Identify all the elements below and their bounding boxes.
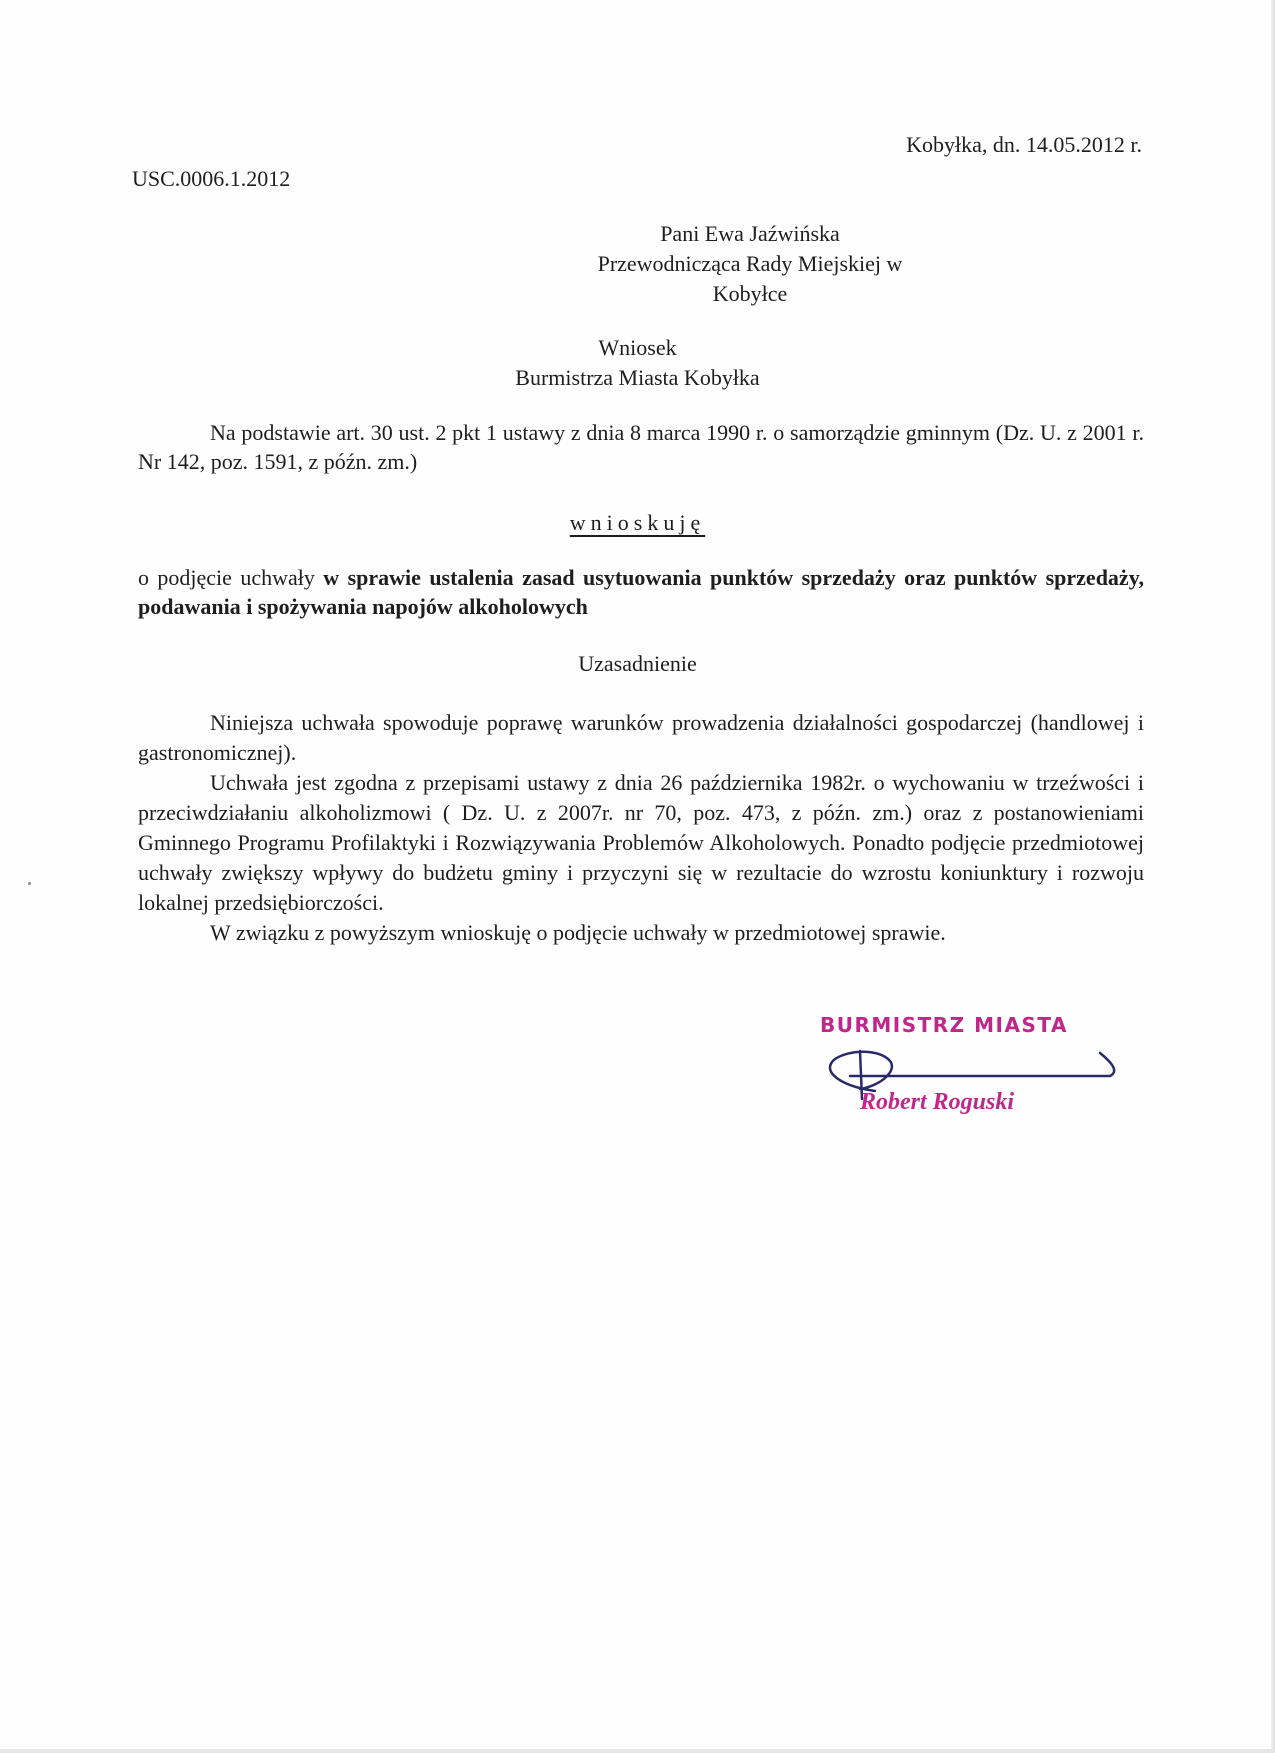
legal-basis-text: Na podstawie art. 30 ust. 2 pkt 1 ustawy z dnia 8 marca 1990 r. o samorządzie gminnym (Dz. U. z 2001 r. Nr 142, poz. 1591, z późn. zm.) [138, 420, 1144, 474]
addressee-name: Pani Ewa Jaźwińska [660, 221, 840, 246]
heading-line-2: Burmistrza Miasta Kobyłka [515, 365, 760, 390]
justification-body [138, 708, 1144, 948]
place-and-date: Kobyłka, dn. 14.05.2012 r. [906, 132, 1142, 157]
scan-edge-right [1271, 0, 1275, 1753]
request-subject: w sprawie ustalenia zasad usytuowania punktów sprzedaży oraz punktów sprzedaży, podawania i spożywania napojów alkoholowych [138, 565, 1144, 619]
justification-heading: Uzasadnienie [578, 651, 697, 676]
scan-edge-bottom [0, 1749, 1275, 1753]
justification-paragraph-2: Uchwała jest zgodna z przepisami ustawy z dnia 26 października 1982r. o wychowaniu w trzeźwości i przeciwdziałaniu alkoholizmowi ( Dz. U. z 2007r. nr 70, poz. 473, z późn. zm.) oraz z postanowieniami Gminnego Programu Profilaktyki i Rozwiązywania Problemów Alkoholowych. Ponadto podjęcie przedmiotowej uchwały zwiększy wpływy do budżetu gminy i przyczyni się w rezultacie do wzrostu koniunktury i rozwoju lokalnej przedsiębiorczości. [138, 770, 1144, 915]
addressee-title: Przewodnicząca Rady Miejskiej w Kobyłce [597, 251, 903, 306]
stamp-title: BURMISTRZ MIASTA [820, 1013, 1068, 1037]
heading-line-1: Wniosek [598, 335, 677, 360]
request-word: wnioskuję [569, 510, 706, 535]
reference-number: USC.0006.1.2012 [132, 166, 291, 191]
justification-paragraph-1: Niniejsza uchwała spowoduje poprawę warunków prowadzenia działalności gospodarczej (handlowej i gastronomicznej). [138, 710, 1144, 765]
mayor-stamp [820, 1013, 1120, 1123]
justification-paragraph-3: W związku z powyższym wnioskuję o podjęcie uchwały w przedmiotowej sprawie. [210, 920, 946, 945]
scan-speck [28, 882, 31, 885]
legal-basis-paragraph [138, 418, 1144, 476]
request-intro: o podjęcie uchwały [138, 565, 324, 590]
stamp-name: Robert Roguski [860, 1089, 1015, 1115]
request-paragraph [138, 563, 1144, 621]
